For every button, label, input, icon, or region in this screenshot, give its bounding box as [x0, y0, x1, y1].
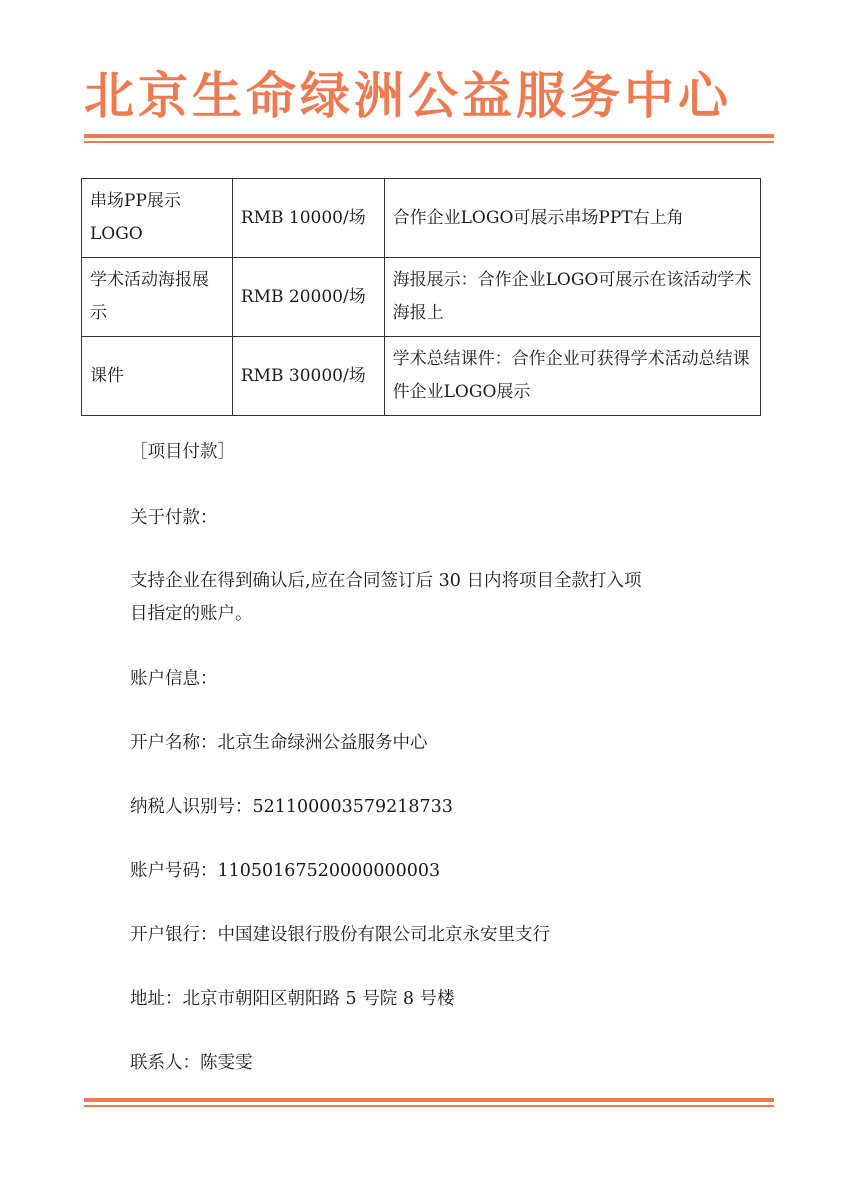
letterhead-divider	[84, 134, 774, 143]
tax-id: 纳税人识别号：521100003579218733	[130, 797, 453, 817]
divider-thick-line	[84, 134, 774, 138]
fee-description-cell: 合作企业LOGO可展示串场PPT右上角	[384, 179, 760, 258]
fee-item-cell: 课件	[82, 337, 233, 416]
payment-text-line1: 支持企业在得到确认后,应在合同签订后 30 日内将项目全款打入项	[130, 571, 642, 591]
fee-price-cell: RMB 10000/场	[232, 179, 384, 258]
payment-section-title: ［项目付款］	[130, 442, 235, 462]
fee-item-cell: 串场PP展示LOGO	[82, 179, 233, 258]
footer-divider	[84, 1098, 774, 1107]
address: 地址：北京市朝阳区朝阳路 5 号院 8 号楼	[130, 989, 455, 1009]
bank-name: 开户银行：中国建设银行股份有限公司北京永安里支行	[130, 925, 550, 945]
table-row	[82, 179, 761, 258]
divider-thick-line	[84, 1098, 774, 1102]
letterhead-org-name: 北京生命绿洲公益服务中心	[84, 67, 732, 125]
account-number: 账户号码：11050167520000000003	[130, 861, 441, 881]
account-name: 开户名称：北京生命绿洲公益服务中心	[130, 733, 428, 753]
payment-text-line2: 目指定的账户。	[130, 604, 253, 624]
fee-item-cell: 学术活动海报展示	[82, 258, 233, 337]
account-info-heading: 账户信息：	[130, 669, 218, 689]
fee-price-cell: RMB 20000/场	[232, 258, 384, 337]
fee-price-cell: RMB 30000/场	[232, 337, 384, 416]
fee-description-cell: 学术总结课件：合作企业可获得学术活动总结课件企业LOGO展示	[384, 337, 760, 416]
contact-person: 联系人：陈雯雯	[130, 1053, 253, 1073]
fee-description-cell: 海报展示：合作企业LOGO可展示在该活动学术海报上	[384, 258, 760, 337]
payment-about-heading: 关于付款：	[130, 508, 218, 528]
table-row	[82, 337, 761, 416]
divider-thin-line	[84, 141, 774, 143]
fee-table	[81, 178, 761, 416]
table-row	[82, 258, 761, 337]
divider-thin-line	[84, 1105, 774, 1107]
